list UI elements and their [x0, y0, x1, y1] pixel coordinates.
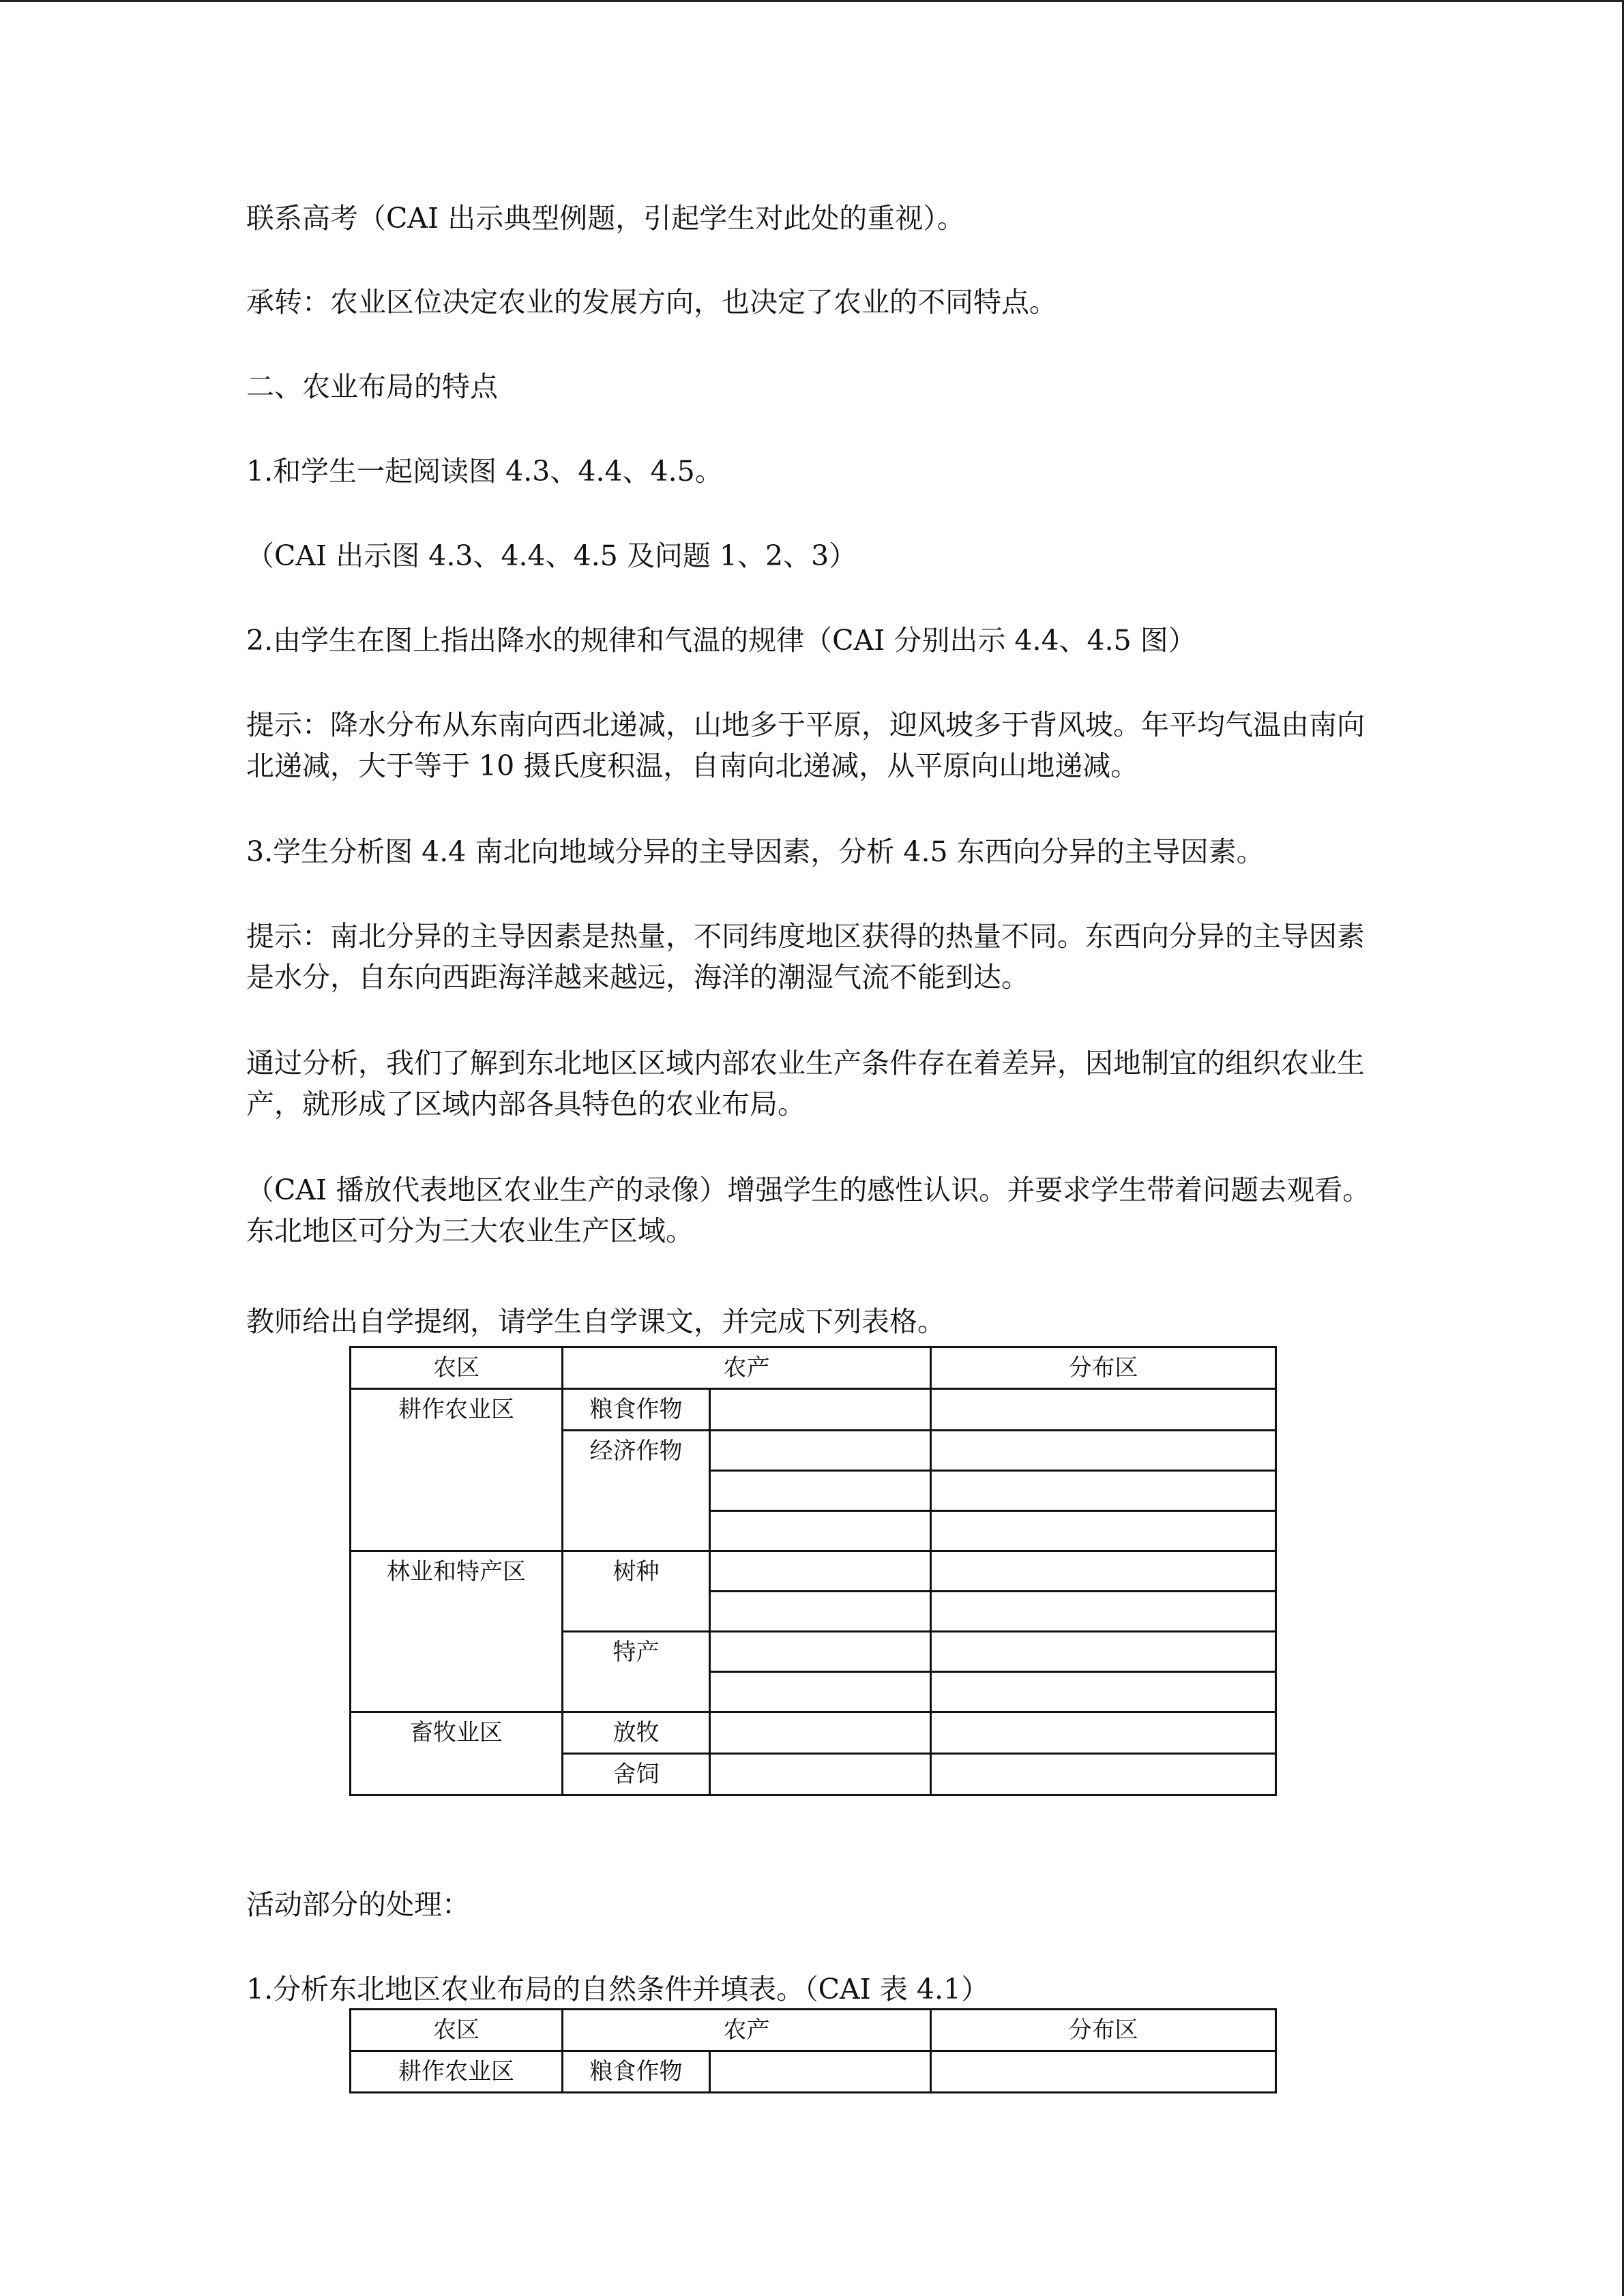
product-specialty: 特产	[563, 1632, 710, 1712]
table-row	[351, 2051, 1276, 2093]
paragraph-step-1: 1.和学生一起阅读图 4.3、4.4、4.5。	[246, 455, 723, 488]
blank-cell	[931, 1672, 1276, 1712]
table-row	[351, 1712, 1276, 1754]
paragraph-step-3: 3.学生分析图 4.4 南北向地域分异的主导因素，分析 4.5 东西向分异的主导因素。	[246, 835, 1265, 868]
blank-cell	[710, 1672, 931, 1712]
header-product: 农产	[563, 1347, 931, 1389]
paragraph-hint-climate: 提示：降水分布从东南向西北递减，山地多于平原，迎风坡多于背风坡。年平均气温由南向北递减，大于等于 10 摄氏度积温，自南向北递减，从平原向山地递减。	[246, 709, 1365, 782]
paragraph-exam-link: 联系高考（CAI 出示典型例题，引起学生对此处的重视）。	[246, 202, 965, 235]
blank-cell	[710, 1511, 931, 1551]
paragraph-step-2: 2.由学生在图上指出降水的规律和气温的规律（CAI 分别出示 4.4、4.5 图）	[246, 624, 1196, 657]
table-row	[351, 1551, 1276, 1592]
page-top-border	[0, 0, 1624, 2]
blank-cell	[710, 1712, 931, 1754]
paragraph-activity-handling: 活动部分的处理：	[246, 1888, 470, 1921]
product-grain: 粮食作物	[563, 2051, 710, 2093]
blank-cell	[710, 1431, 931, 1471]
table-row	[351, 1389, 1276, 1431]
header-product: 农产	[563, 2010, 931, 2051]
zone-farming: 耕作农业区	[351, 1389, 563, 1551]
section-heading-layout-features: 二、农业布局的特点	[246, 370, 498, 403]
blank-cell	[710, 1471, 931, 1511]
blank-cell	[710, 1754, 931, 1795]
header-area: 分布区	[931, 1347, 1276, 1389]
table-header-row	[351, 1347, 1276, 1389]
blank-cell	[931, 1592, 1276, 1632]
blank-cell	[931, 2051, 1276, 2093]
paragraph-activity-step-1: 1.分析东北地区农业布局的自然条件并填表。（CAI 表 4.1）	[246, 1973, 990, 2006]
blank-cell	[931, 1471, 1276, 1511]
zone-forestry: 林业和特产区	[351, 1551, 563, 1712]
header-area: 分布区	[931, 2010, 1276, 2051]
product-grazing: 放牧	[563, 1712, 710, 1754]
blank-cell	[931, 1551, 1276, 1592]
paragraph-analysis-summary: 通过分析，我们了解到东北地区区域内部农业生产条件存在着差异，因地制宜的组织农业生产，就形成了区域内部各具特色的农业布局。	[246, 1047, 1365, 1120]
blank-cell	[931, 1389, 1276, 1431]
paragraph-self-study-outline: 教师给出自学提纲，请学生自学课文，并完成下列表格。	[246, 1305, 945, 1338]
product-cash: 经济作物	[563, 1431, 710, 1551]
product-stall: 舍饲	[563, 1754, 710, 1795]
zone-livestock: 畜牧业区	[351, 1712, 563, 1795]
blank-cell	[931, 1511, 1276, 1551]
blank-cell	[710, 1592, 931, 1632]
natural-conditions-table	[349, 2008, 1277, 2093]
paragraph-hint-factors: 提示：南北分异的主导因素是热量，不同纬度地区获得的热量不同。东西向分异的主导因素是水分，自东向西距海洋越来越远，海洋的潮湿气流不能到达。	[246, 920, 1365, 994]
header-zone: 农区	[351, 1347, 563, 1389]
blank-cell	[931, 1632, 1276, 1672]
blank-cell	[931, 1712, 1276, 1754]
blank-cell	[710, 1389, 931, 1431]
blank-cell	[710, 1551, 931, 1592]
paragraph-transition: 承转：农业区位决定农业的发展方向，也决定了农业的不同特点。	[246, 286, 1057, 318]
blank-cell	[931, 1431, 1276, 1471]
blank-cell	[710, 1632, 931, 1672]
product-grain: 粮食作物	[563, 1389, 710, 1431]
agriculture-zones-table	[349, 1346, 1277, 1796]
paragraph-cai-video: （CAI 播放代表地区农业生产的录像）增强学生的感性认识。并要求学生带着问题去观看。东北地区可分为三大农业生产区域。	[246, 1174, 1371, 1247]
zone-farming: 耕作农业区	[351, 2051, 563, 2093]
blank-cell	[710, 2051, 931, 2093]
product-tree: 树种	[563, 1551, 710, 1632]
table-header-row	[351, 2010, 1276, 2051]
paragraph-cai-figures: （CAI 出示图 4.3、4.4、4.5 及问题 1、2、3）	[246, 539, 857, 572]
blank-cell	[931, 1754, 1276, 1795]
header-zone: 农区	[351, 2010, 563, 2051]
